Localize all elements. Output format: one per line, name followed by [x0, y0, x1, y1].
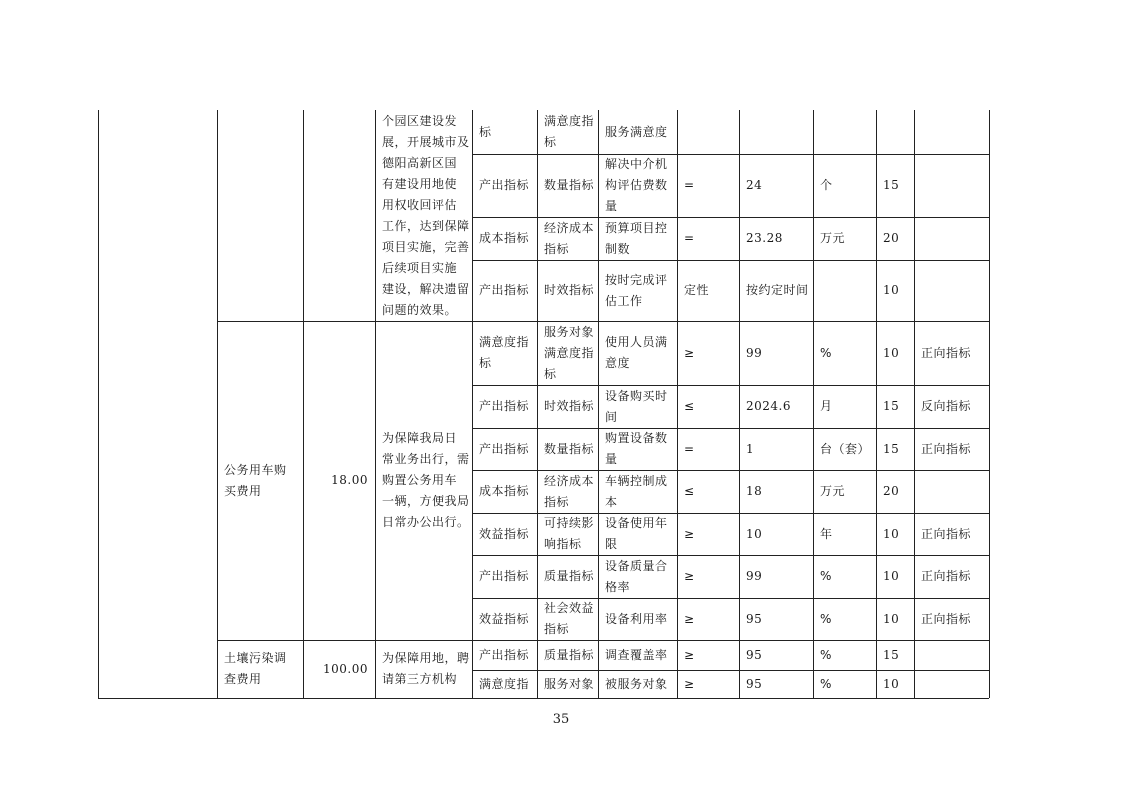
indicator-level1: 产出指标: [479, 442, 530, 456]
indicator-weight: 15: [883, 648, 900, 662]
indicator-value: 95: [746, 612, 763, 626]
indicator-level3: 车辆控制成 本: [605, 474, 668, 509]
page-number: 35: [552, 712, 570, 727]
indicator-level2: 数量指标: [544, 442, 595, 456]
indicator-operator: =: [684, 178, 695, 192]
indicator-operator: ≥: [684, 677, 695, 691]
indicator-weight: 10: [883, 346, 900, 360]
project-amount: 100.00: [323, 662, 368, 676]
indicator-operator: 定性: [684, 283, 710, 297]
indicator-level3: 调查覆盖率: [605, 648, 668, 662]
indicator-value: 18: [746, 484, 763, 498]
indicator-unit: 台（套）: [820, 442, 871, 456]
indicator-direction: 正向指标: [921, 612, 972, 626]
indicator-value: 95: [746, 677, 763, 691]
indicator-weight: 10: [883, 612, 900, 626]
indicator-level2: 经济成本 指标: [544, 221, 595, 256]
indicator-unit: 年: [820, 527, 833, 541]
indicator-weight: 15: [883, 442, 900, 456]
indicator-operator: =: [684, 442, 695, 456]
indicator-weight: 10: [883, 569, 900, 583]
indicator-level3: 购置设备数 量: [605, 431, 668, 466]
indicator-direction: 反向指标: [921, 399, 972, 413]
indicator-value: 23.28: [746, 231, 783, 245]
indicator-level3: 被服务对象: [605, 677, 668, 691]
indicator-level2: 社会效益 指标: [544, 601, 595, 636]
indicator-level1: 产出指标: [479, 283, 530, 297]
indicator-level3: 设备利用率: [605, 612, 668, 626]
indicator-direction: 正向指标: [921, 346, 972, 360]
indicator-weight: 20: [883, 231, 900, 245]
indicator-unit: %: [820, 648, 832, 662]
indicator-weight: 10: [883, 677, 900, 691]
indicator-unit: %: [820, 612, 832, 626]
indicator-operator: =: [684, 231, 695, 245]
indicator-level1: 效益指标: [479, 612, 530, 626]
indicator-direction: 正向指标: [921, 442, 972, 456]
indicator-operator: ≥: [684, 612, 695, 626]
indicator-weight: 15: [883, 399, 900, 413]
indicator-operator: ≥: [684, 346, 695, 360]
indicator-level3: 设备购买时 间: [605, 389, 668, 424]
indicator-level3: 解决中介机 构评估费数 量: [605, 157, 668, 213]
indicator-unit: 万元: [820, 484, 846, 498]
indicator-level2: 数量指标: [544, 178, 595, 192]
indicator-level1: 满意度指 标: [479, 335, 530, 370]
indicator-level2: 服务对象: [544, 677, 595, 691]
indicator-level3: 设备使用年 限: [605, 516, 668, 551]
indicator-weight: 10: [883, 283, 900, 297]
indicator-value: 24: [746, 178, 763, 192]
indicator-operator: ≥: [684, 648, 695, 662]
indicator-value: 99: [746, 346, 763, 360]
project-name: 公务用车购 买费用: [224, 463, 287, 498]
indicator-operator: ≥: [684, 527, 695, 541]
indicator-unit: %: [820, 677, 832, 691]
indicator-level3: 预算项目控 制数: [605, 221, 668, 256]
indicator-level2: 质量指标: [544, 648, 595, 662]
indicator-level3: 按时完成评 估工作: [605, 273, 668, 308]
indicator-level1: 成本指标: [479, 231, 530, 245]
indicator-direction: 正向指标: [921, 569, 972, 583]
indicator-weight: 20: [883, 484, 900, 498]
indicator-level2: 时效指标: [544, 283, 595, 297]
indicator-level1: 产出指标: [479, 178, 530, 192]
indicator-value: 99: [746, 569, 763, 583]
project-amount: 18.00: [331, 473, 368, 487]
indicator-value: 按约定时间: [746, 283, 809, 297]
indicator-level3: 服务满意度: [605, 125, 668, 139]
indicator-level1: 效益指标: [479, 527, 530, 541]
project-goal: 为保障用地，聘 请第三方机构: [382, 651, 470, 686]
indicator-value: 95: [746, 648, 763, 662]
indicator-direction: 正向指标: [921, 527, 972, 541]
indicator-value: 1: [746, 442, 755, 456]
indicator-level2: 时效指标: [544, 399, 595, 413]
indicator-unit: 万元: [820, 231, 846, 245]
indicator-weight: 15: [883, 178, 900, 192]
indicator-level3: 使用人员满 意度: [605, 335, 668, 370]
indicator-weight: 10: [883, 527, 900, 541]
indicator-operator: ≤: [684, 399, 695, 413]
project-goal: 个园区建设发 展，开展城市及 德阳高新区国 有建设用地使 用权收回评估 工作，达到保障 项目实施，完善 后续项目实施 建设，解决遗留 问题的效果。: [382, 114, 470, 317]
indicator-unit: %: [820, 569, 832, 583]
project-goal: 为保障我局日 常业务出行，需 购置公务用车 一辆，方便我局 日常办公出行。: [382, 431, 470, 529]
indicator-level1: 满意度指: [479, 677, 530, 691]
indicator-level3: 设备质量合 格率: [605, 559, 668, 594]
indicator-level1: 产出指标: [479, 648, 530, 662]
indicator-level1: 产出指标: [479, 569, 530, 583]
indicator-level2: 可持续影 响指标: [544, 516, 595, 551]
indicator-level2: 服务对象 满意度指 标: [544, 325, 595, 381]
indicator-unit: 月: [820, 399, 833, 413]
indicator-level1: 成本指标: [479, 484, 530, 498]
indicator-level2: 质量指标: [544, 569, 595, 583]
indicator-value: 2024.6: [746, 399, 791, 413]
indicator-operator: ≥: [684, 569, 695, 583]
indicator-value: 10: [746, 527, 763, 541]
indicator-level2: 满意度指 标: [544, 114, 595, 149]
project-name: 土壤污染调 查费用: [224, 651, 287, 686]
indicator-operator: ≤: [684, 484, 695, 498]
indicator-level1: 产出指标: [479, 399, 530, 413]
indicator-unit: %: [820, 346, 832, 360]
indicator-level1: 标: [479, 125, 492, 139]
indicator-level2: 经济成本 指标: [544, 474, 595, 509]
indicator-unit: 个: [820, 178, 833, 192]
